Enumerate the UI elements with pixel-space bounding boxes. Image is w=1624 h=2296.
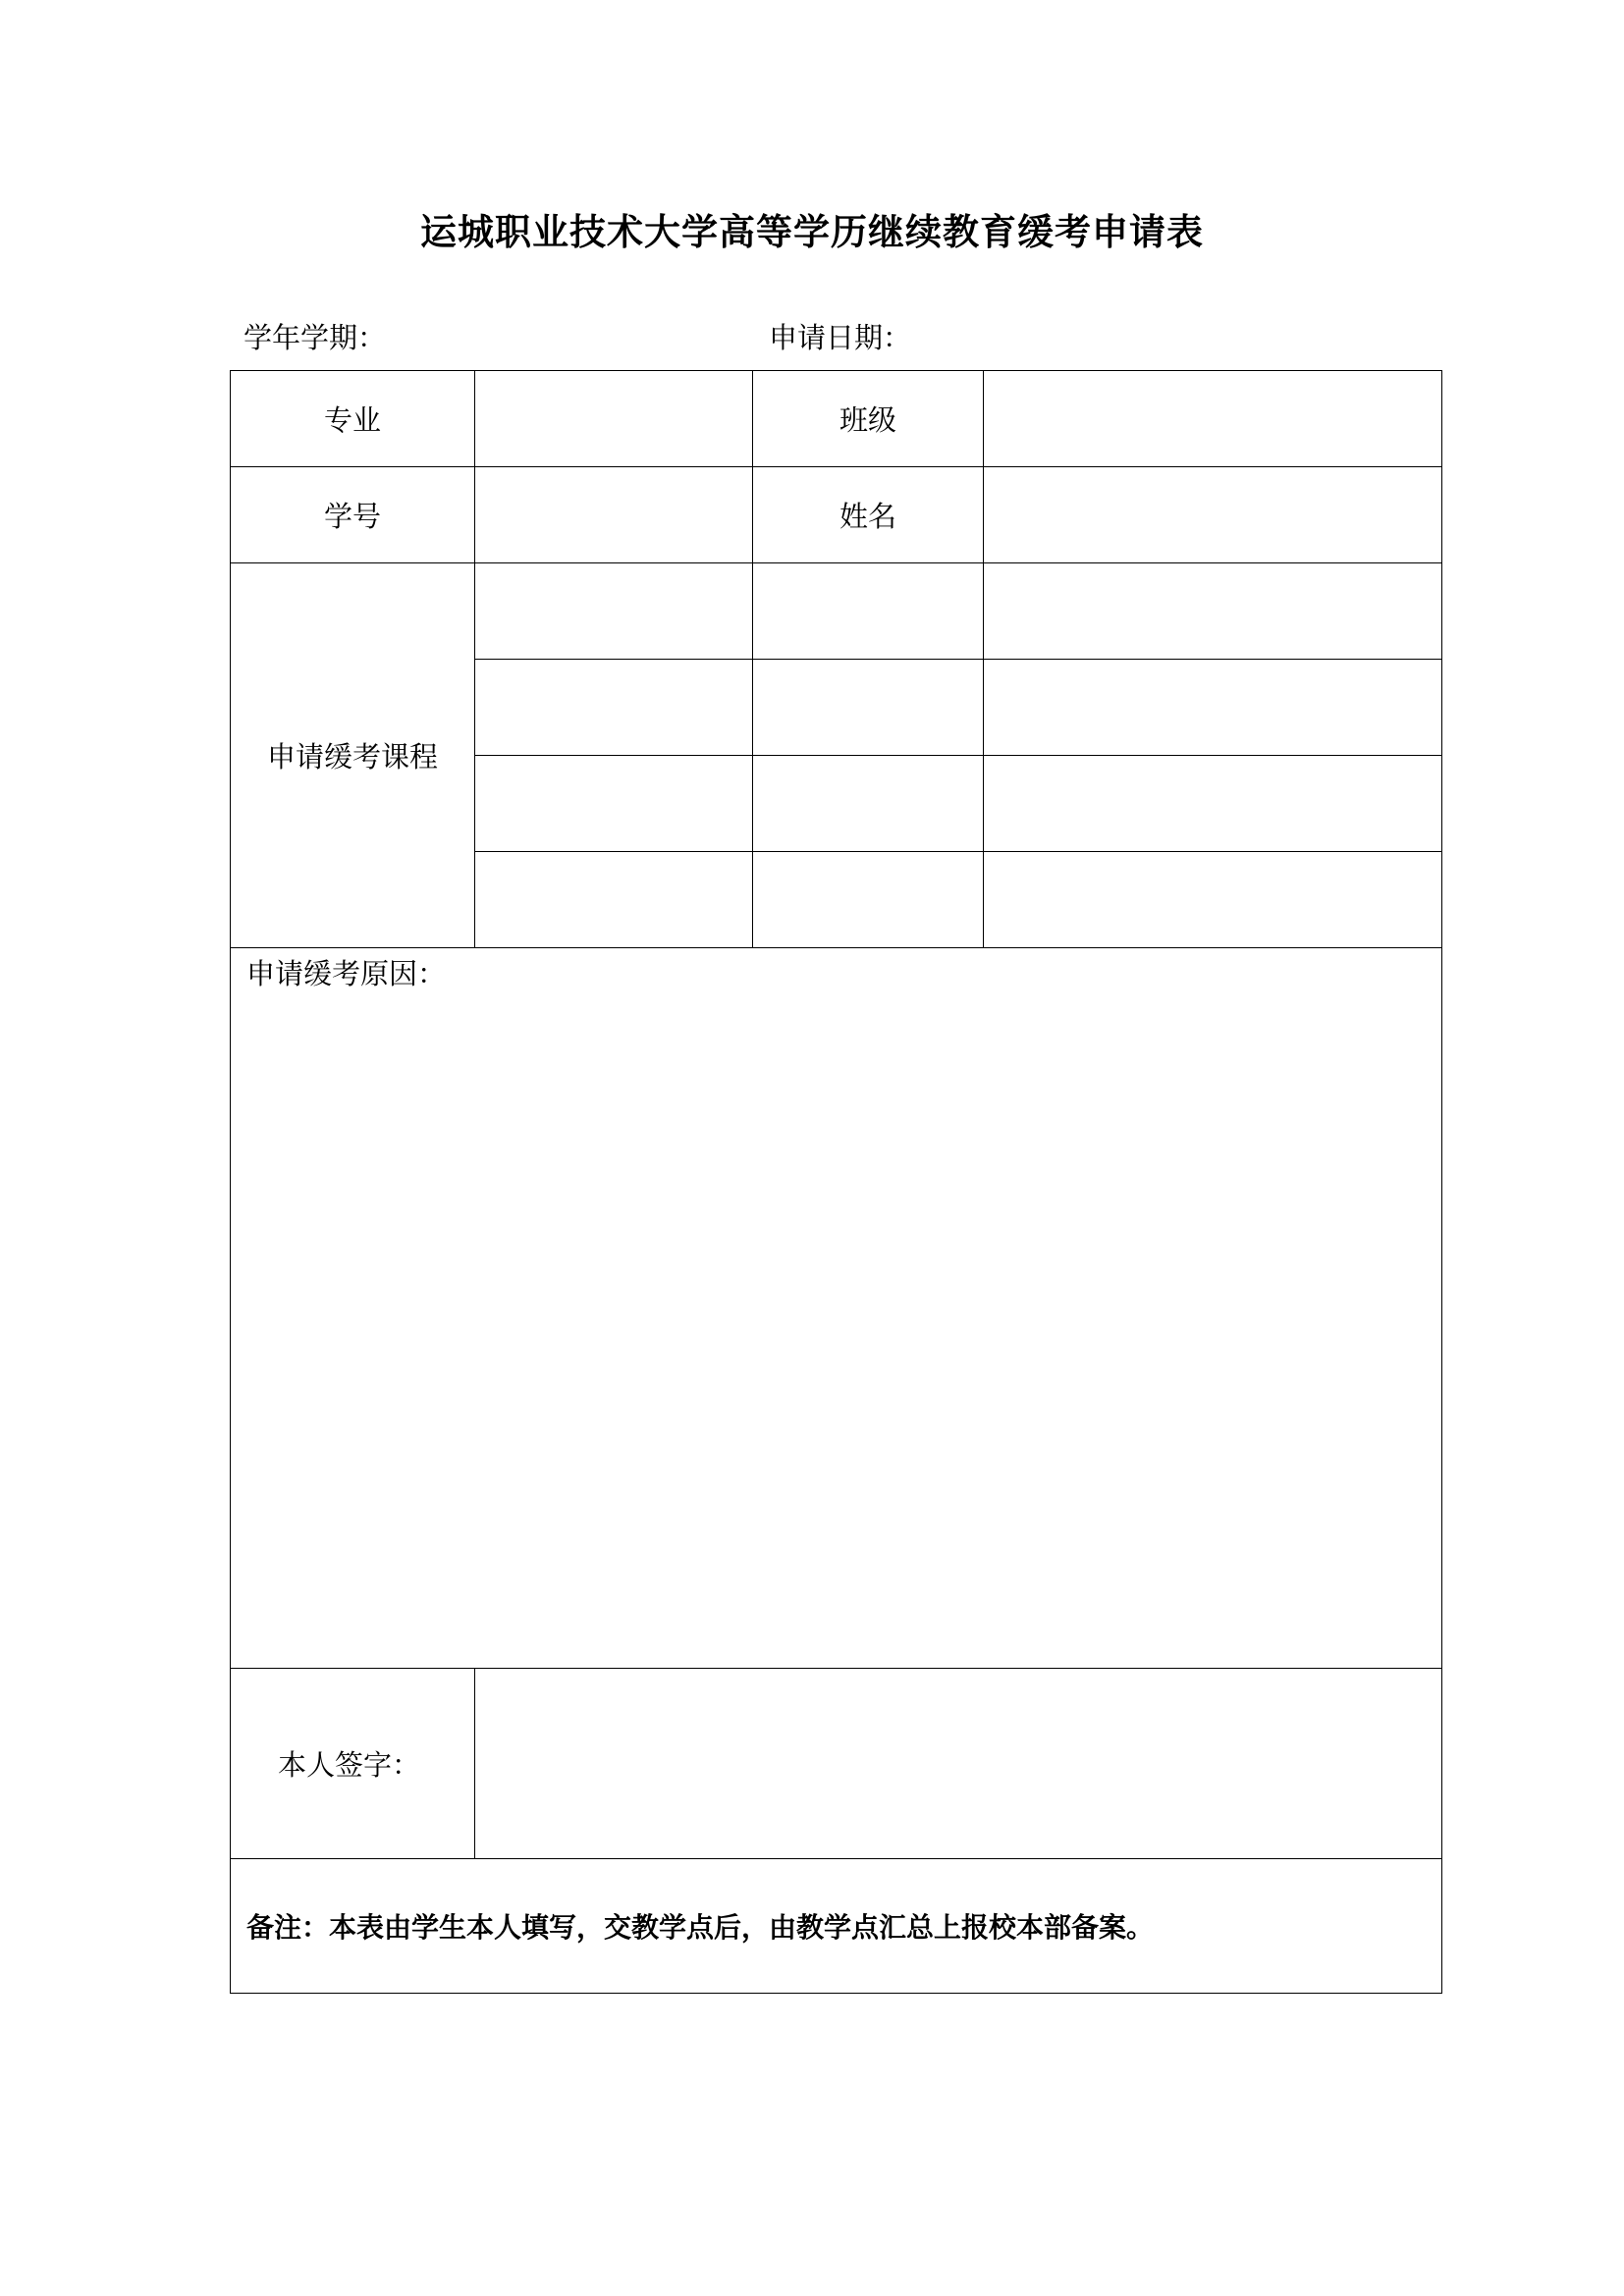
table-row [231, 948, 1442, 1669]
table-row [231, 1859, 1442, 1994]
major-label: 专业 [231, 371, 475, 467]
application-date-label: 申请日期： [769, 321, 912, 354]
table-row [231, 1669, 1442, 1859]
course-cell[interactable] [475, 756, 753, 852]
class-field[interactable] [984, 371, 1442, 467]
course-cell[interactable] [475, 563, 753, 660]
course-cell[interactable] [984, 852, 1442, 948]
course-cell[interactable] [475, 852, 753, 948]
deferred-courses-label: 申请缓考课程 [231, 563, 475, 948]
course-cell[interactable] [753, 852, 984, 948]
term-label: 学年学期： [244, 321, 387, 354]
name-field[interactable] [984, 467, 1442, 563]
student-id-label: 学号 [231, 467, 475, 563]
signature-label: 本人签字： [231, 1669, 475, 1859]
class-label: 班级 [753, 371, 984, 467]
remarks-note: 备注：本表由学生本人填写，交教学点后，由教学点汇总上报校本部备案。 [231, 1859, 1442, 1994]
course-cell[interactable] [753, 756, 984, 852]
course-cell[interactable] [984, 756, 1442, 852]
student-id-field[interactable] [475, 467, 753, 563]
reason-label: 申请缓考原因： [246, 957, 447, 990]
table-row [231, 467, 1442, 563]
major-field[interactable] [475, 371, 753, 467]
course-cell[interactable] [984, 563, 1442, 660]
course-cell[interactable] [753, 660, 984, 756]
table-row [231, 371, 1442, 467]
course-cell[interactable] [984, 660, 1442, 756]
course-cell[interactable] [475, 660, 753, 756]
name-label: 姓名 [753, 467, 984, 563]
course-cell[interactable] [753, 563, 984, 660]
table-row [231, 563, 1442, 660]
signature-field[interactable] [475, 1669, 1442, 1859]
reason-area[interactable] [231, 948, 1442, 1669]
page-title: 运城职业技术大学高等学历继续教育缓考申请表 [420, 210, 1204, 253]
application-form-table [230, 370, 1442, 1994]
